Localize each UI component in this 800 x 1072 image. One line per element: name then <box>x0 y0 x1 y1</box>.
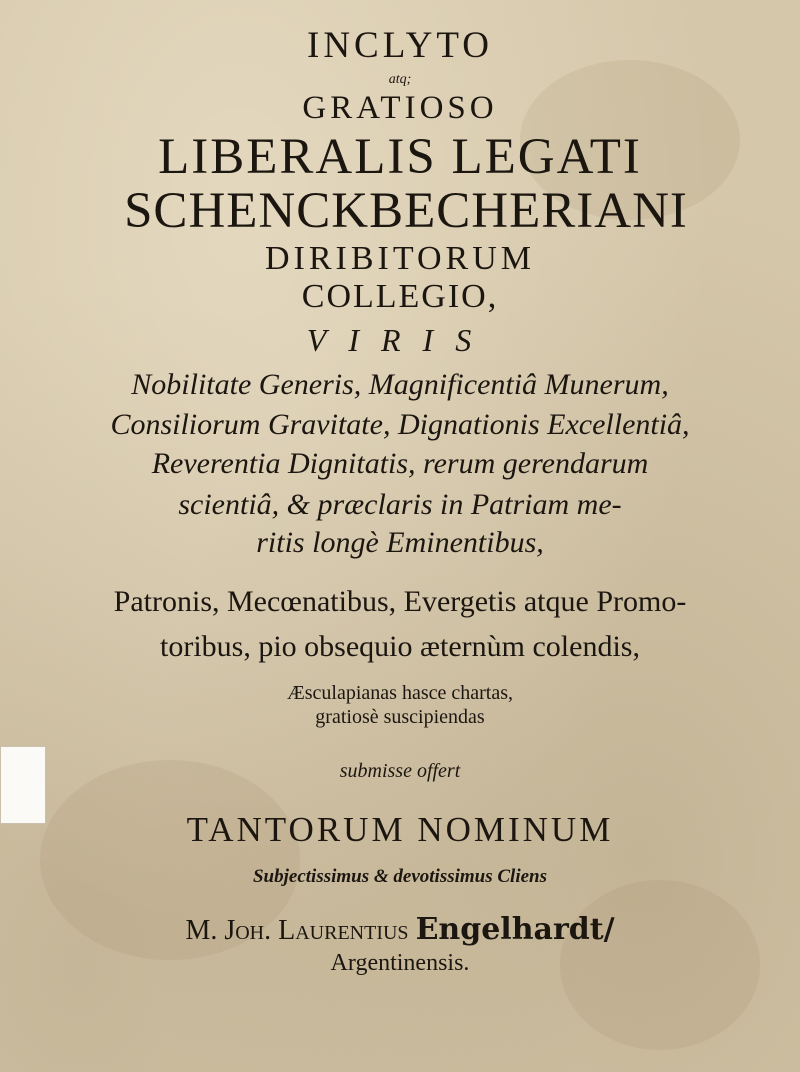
heading-schenckbecheriani: SCHENCKBECHERIANI <box>124 183 688 239</box>
heading-diribitorum: DIRIBITORUM <box>264 240 536 277</box>
dedication-line-1: Nobilitate Generis, Magnificentiâ Munerum, <box>131 368 669 401</box>
patrons-line-1: Patronis, Mecœnatibus, Evergetis atque Promo- <box>113 585 687 618</box>
cliens-line: Subjectissimus & devotissimus Cliens <box>252 866 548 887</box>
tantorum-nominum: TANTORUM NOMINUM <box>186 810 614 849</box>
heading-liberalis-legati: LIBERALIS LEGATI <box>158 129 642 185</box>
dedication-line-5: ritis longè Eminentibus, <box>256 526 544 559</box>
heading-collegio: COLLEGIO, <box>301 278 499 315</box>
offering-line-1: Æsculapianas hasce chartas, <box>286 682 513 704</box>
author-name <box>0 912 800 947</box>
heading-gratioso: GRATIOSO <box>302 90 498 126</box>
dedication-line-4: scientiâ, & præclaris in Patriam me- <box>178 488 622 521</box>
author-given-names: M. Joh. Laurentius <box>185 915 409 946</box>
conjunction-atque: atq; <box>388 72 412 87</box>
author-surname-blackletter: Engelhardt/ <box>415 912 615 947</box>
patrons-line-2: toribus, pio obsequio æternùm colendis, <box>160 630 640 663</box>
offering-line-2: gratiosè suscipiendas <box>315 706 485 728</box>
dedication-line-2: Consiliorum Gravitate, Dignationis Excellentiâ, <box>110 408 690 441</box>
dedication-line-3: Reverentia Dignitatis, rerum gerendarum <box>151 447 649 480</box>
heading-viris: VIRIS <box>306 322 494 358</box>
submisse-offert: submisse offert <box>339 760 461 782</box>
author-origin: Argentinensis. <box>330 950 470 976</box>
heading-inclyto: INCLYTO <box>307 25 493 66</box>
